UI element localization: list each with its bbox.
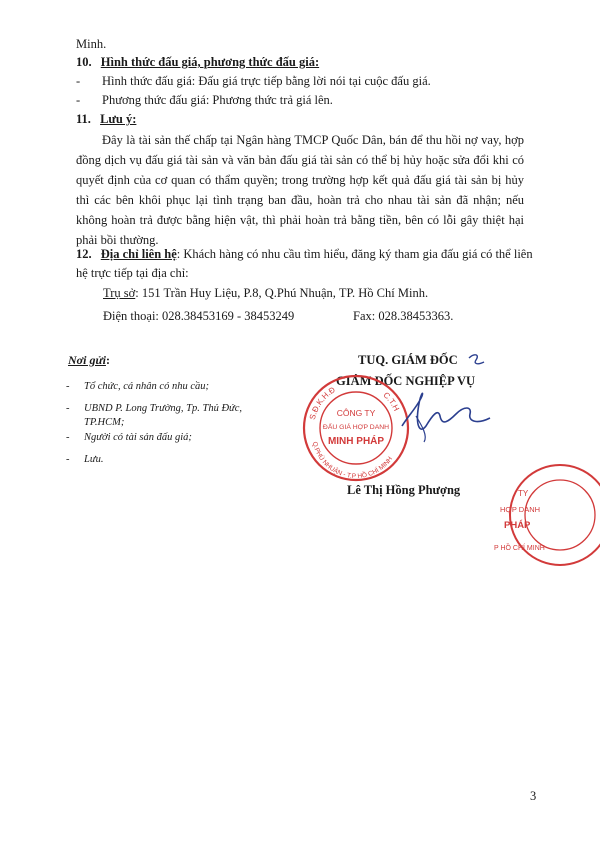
section12-title: Địa chỉ liên hệ (100, 247, 177, 261)
section10-number: 10. (76, 55, 92, 69)
dash: - (76, 74, 81, 88)
recipient-text: Tổ chức, cá nhân có nhu cầu; (84, 381, 209, 392)
recipient-text: UBND P. Long Trường, Tp. Thủ Đức, (84, 403, 243, 414)
page-number: 3 (530, 789, 537, 803)
signature-line2: GIÁM ĐỐC NGHIỆP VỤ (336, 374, 476, 388)
office-address (103, 285, 428, 301)
bullet-text: Phương thức đấu giá: Phương thức trả giá lên. (102, 93, 333, 107)
section11-paragraph: Đây là tài sản thế chấp tại Ngân hàng TMCP Quốc Dân, bán để thu hồi nợ vay, hợp đồng dịch vụ đấu giá tài sản và văn bản đấu giá tài sản có thể bị hủy hoặc sửa đổi khi có quyết định của cơ quan có thẩm quyền; trong trường hợp kết quả đấu giá tài sản bị hủy thì các bên khôi phục lại tình trạng ban đầu, hoàn trả cho nhau tài sản đã nhận; nếu không hoàn trả được bằng hiện vật, thì phải hoàn trả bằng tiền, bên có lỗi gây thiệt hại phải bồi thường. (76, 133, 524, 247)
bullet-text: Hình thức đấu giá: Đấu giá trực tiếp bằng lời nói tại cuộc đấu giá. (102, 74, 431, 88)
recipient-text: Người có tài sản đấu giá; (84, 432, 192, 443)
section11-title: Lưu ý: (100, 112, 137, 126)
stamp-ring-side: C.T.H (381, 390, 401, 413)
recipients-colon: : (105, 353, 110, 367)
recipient-item (66, 380, 209, 394)
dash: - (66, 381, 70, 392)
recipients-label: Nơi gửi (68, 353, 106, 367)
edge-stamp (490, 462, 600, 568)
section11-heading (76, 111, 136, 127)
section11-number: 11. (76, 112, 91, 126)
recipient-text: TP.HCM; (84, 417, 125, 428)
edge-stamp-text: P HỒ CHÍ MINH (494, 545, 545, 552)
section12-line1 (76, 246, 533, 262)
stamp-company: MINH PHÁP (327, 436, 385, 447)
stamp-company: ĐẤU GIÁ HỢP DANH (322, 424, 390, 431)
recipients-title (68, 352, 110, 368)
stamp-company: CÔNG TY (336, 408, 376, 418)
phone-line: Điện thoại: 028.38453169 - 38453249 (103, 309, 295, 323)
dash: - (66, 432, 70, 443)
recipient-item (66, 402, 243, 428)
signature-icon (398, 386, 494, 450)
office-value: : 151 Trần Huy Liệu, P.8, Q.Phú Nhuận, TP. Hồ Chí Minh. (135, 286, 429, 300)
continuation-text: Minh. (76, 37, 107, 51)
recipient-item (66, 453, 104, 467)
edge-stamp-text: TY (518, 489, 529, 498)
recipient-text: Lưu. (84, 454, 104, 465)
recipient-item (66, 431, 192, 445)
section12-text: : Khách hàng có nhu cầu tìm hiểu, đăng ký tham gia đấu giá có thể liên (176, 247, 533, 261)
dash: - (66, 403, 70, 414)
stamp-ring-top: S.Đ.K.H.Đ (307, 385, 337, 421)
dash: - (66, 454, 70, 465)
signer-name: Lê Thị Hồng Phượng (347, 483, 461, 497)
section10-title: Hình thức đấu giá, phương thức đấu giá: (100, 55, 320, 69)
stamp-ring-bottom: Q.PHÚ NHUẬN - T.P HỒ CHÍ MINH (310, 441, 395, 481)
edge-stamp-text: HỢP DANH (500, 505, 541, 514)
office-label: Trụ sở (103, 286, 136, 300)
dash: - (76, 93, 81, 107)
section12-number: 12. (76, 247, 92, 261)
section10-bullet-2 (76, 92, 333, 108)
section12-line2: hệ trực tiếp tại địa chỉ: (76, 266, 189, 280)
signature-line1: TUQ. GIÁM ĐỐC (358, 353, 458, 367)
fax-line: Fax: 028.38453363. (353, 309, 454, 323)
section10-heading (76, 54, 319, 70)
company-stamp (300, 372, 412, 488)
section10-bullet-1 (76, 73, 431, 89)
edge-stamp-text: PHÁP (504, 520, 531, 531)
